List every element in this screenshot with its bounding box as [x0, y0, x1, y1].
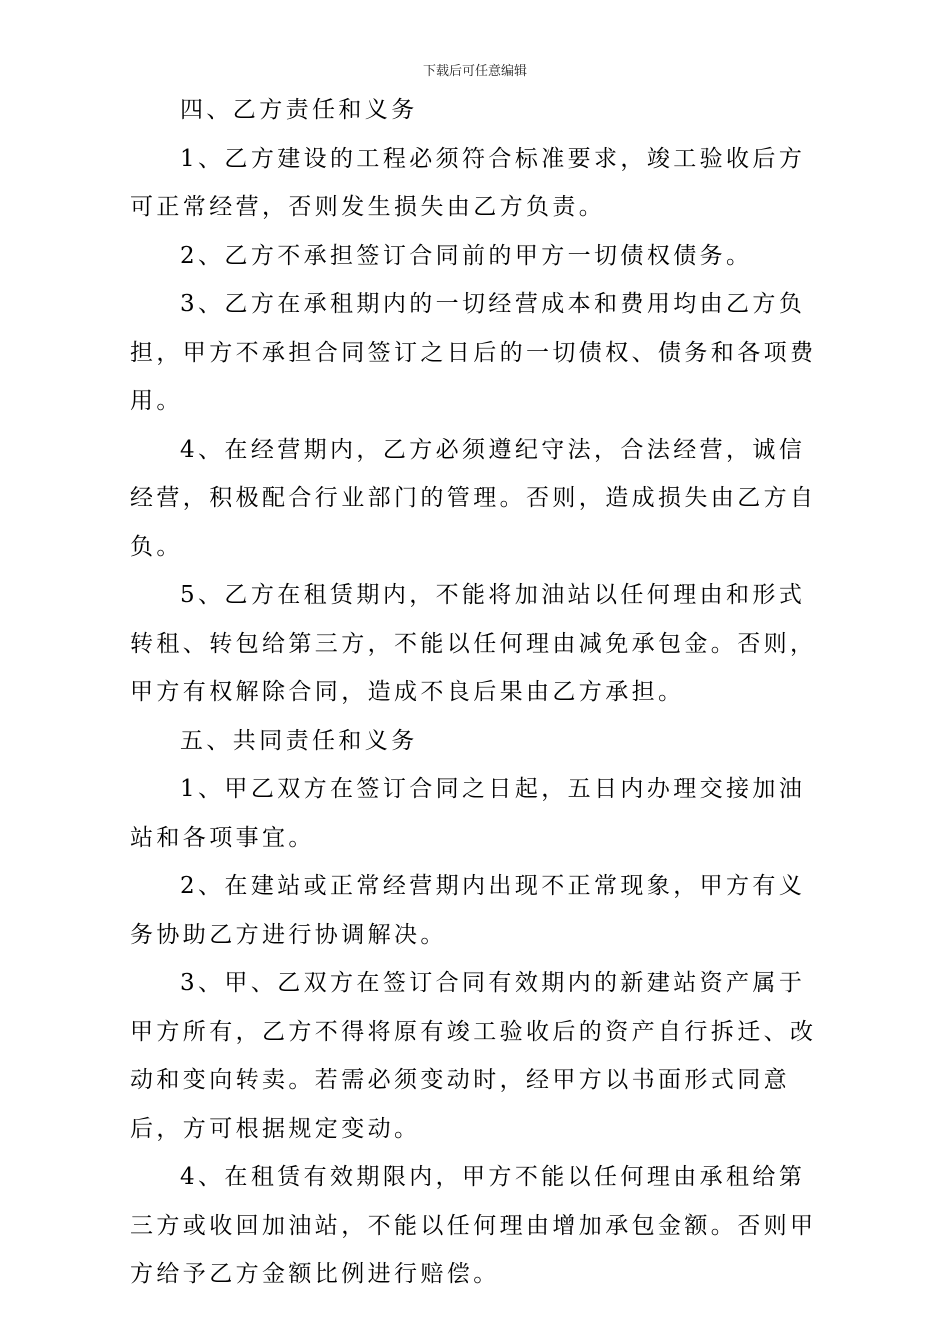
section-5-item-2: 2、在建站或正常经营期内出现不正常现象，甲方有义务协助乙方进行协调解决。	[130, 873, 806, 948]
section-4-item-3: 3、乙方在承租期内的一切经营成本和费用均由乙方负担，甲方不承担合同签订之日后的一切债权、债务和各项费用。	[130, 291, 817, 414]
section-5-item-4: 4、在租赁有效期限内，甲方不能以任何理由承租给第三方或收回加油站，不能以任何理由增加承包金额。否则甲方给予乙方金额比例进行赔偿。	[130, 1164, 817, 1287]
section-4-item-5: 5、乙方在租赁期内，不能将加油站以任何理由和形式转租、转包给第三方，不能以任何理由减免承包金。否则，甲方有权解除合同，造成不良后果由乙方承担。	[130, 582, 817, 705]
section-4-item-1: 1、乙方建设的工程必须符合标准要求，竣工验收后方可正常经营，否则发生损失由乙方负责。	[130, 145, 806, 220]
section-4-item-4: 4、在经营期内，乙方必须遵纪守法，合法经营，诚信经营，积极配合行业部门的管理。否则，造成损失由乙方自负。	[130, 436, 817, 560]
section-5-item-3: 3、甲、乙双方在签订合同有效期内的新建站资产属于甲方所有，乙方不得将原有竣工验收后的资产自行拆迁、改动和变向转卖。若需必须变动时，经甲方以书面形式同意后，方可根据规定变动。	[130, 970, 817, 1142]
section-4-item-2: 2、乙方不承担签订合同前的甲方一切债权债务。	[180, 242, 753, 269]
document-body	[130, 86, 830, 1299]
section-4-heading: 四、乙方责任和义务	[180, 97, 418, 123]
section-5-heading: 五、共同责任和义务	[180, 727, 418, 754]
section-5-item-1: 1、甲乙双方在签订合同之日起，五日内办理交接加油站和各项事宜。	[130, 776, 806, 851]
page-header: 下载后可任意编辑	[422, 64, 527, 79]
